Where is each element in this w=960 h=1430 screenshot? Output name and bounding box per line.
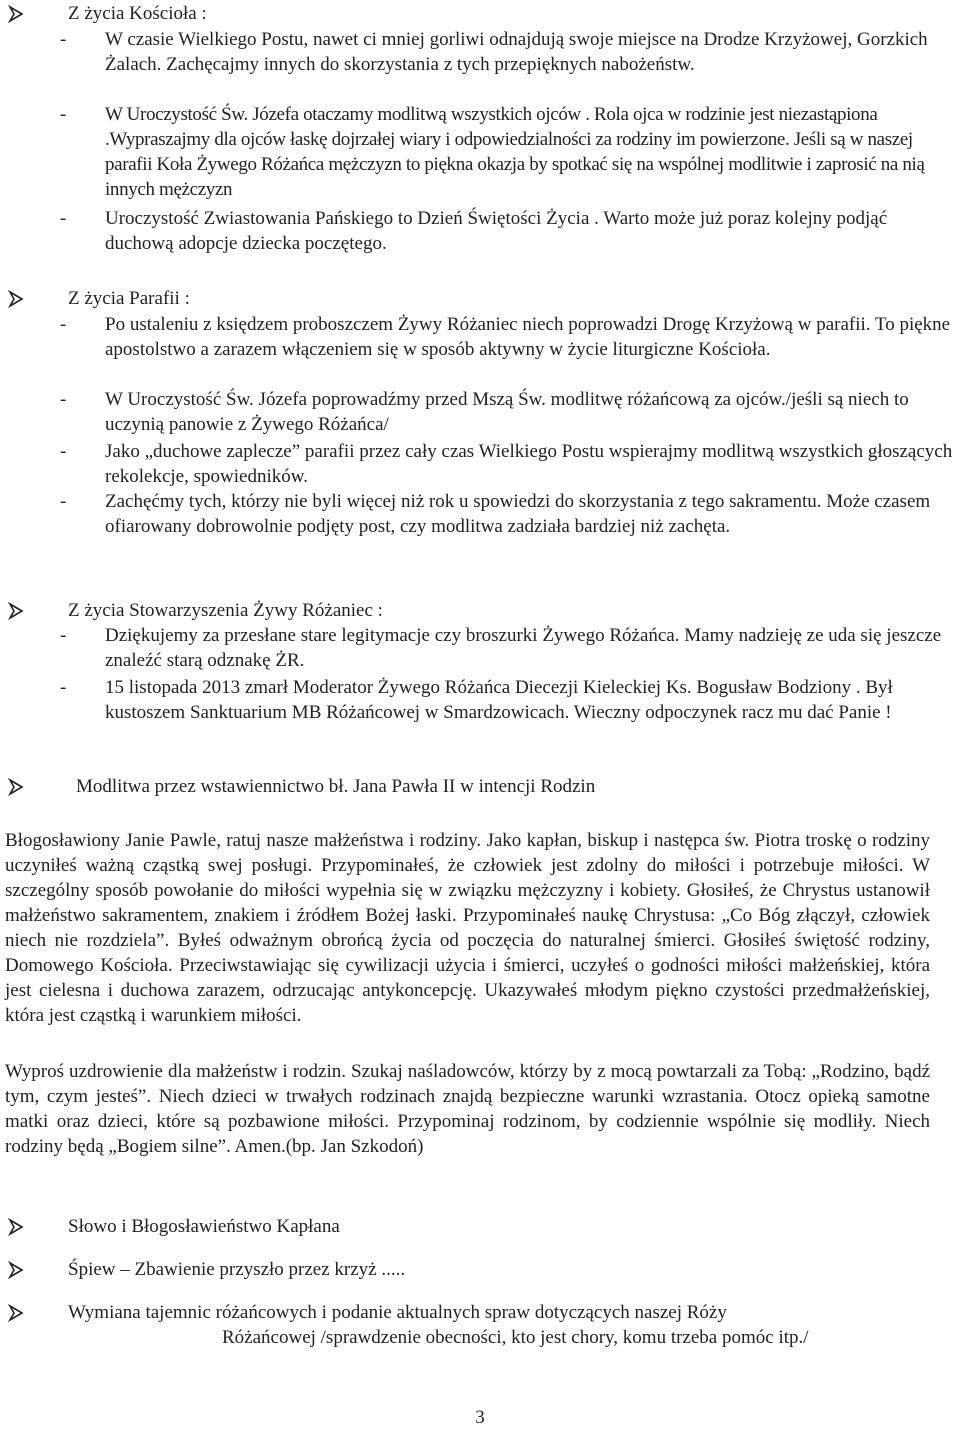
arrow-bullet-icon (0, 2, 66, 23)
list-item-text: Po ustaleniu z księdzem proboszczem Żywy Różaniec niech poprowadzi Drogę Krzyżową w parafii. To piękne apostolstwo a zarazem włączeniem się w sposób aktywny w życie liturgiczne Kościoła. (105, 314, 951, 360)
closing-item-text: Śpiew – Zbawienie przyszło przez krzyż ..... (68, 1259, 406, 1280)
dash-marker: - (60, 314, 67, 335)
list-item-text: W Uroczystość Św. Józefa poprowadźmy przed Mszą Św. modlitwę różańcową za ojców./jeśli są niech to uczynią panowie z Żywego Różańca/ (105, 389, 909, 435)
list-item-text: Dziękujemy za przesłane stare legitymacje czy broszurki Żywego Różańca. Mamy nadzieję ze uda się jeszcze znaleźć starą odznakę ŻR. (105, 625, 942, 671)
prayer-paragraph: Wyproś uzdrowienie dla małżeństw i rodzin. Szukaj naśladowców, którzy by z mocą powtarzali za Tobą: „Rodzino, bądź tym, czym jesteś”. Niech dzieci w trwałych rodzinach znajdą bezpieczne warunki wzrastania. Otocz opieką samotne matki oraz dzieci, które są pozbawione miłości. Przypominaj rodzinom, by codziennie wspólnie się modliły. Niech rodziny będą „Bogiem silne”. Amen.(bp. Jan Szkodoń) (5, 1061, 930, 1157)
closing-item-text-line2: Różańcowej /sprawdzenie obecności, kto jest chory, komu trzeba pomóc itp./ (222, 1327, 809, 1348)
prayer-paragraph: Błogosławiony Janie Pawle, ratuj nasze małżeństwa i rodziny. Jako kapłan, biskup i następca św. Piotra troskę o rodziny uczyniłeś ważną cząstką swej posługi. Przypominałeś, że człowiek jest zdolny do miłości i potrzebuje miłości. W szczególny sposób powołanie do miłości wypełnia się w związku mężczyzny i kobiety. Głosiłeś, że Chrystus ustanowił małżeństwo sakramentem, znakiem i źródłem Bożej łaski. Przypominałeś naukę Chrystusa: „Co Bóg złączył, człowiek niech nie rozdziela”. Byłeś odważnym obrońcą życia od poczęcia do naturalnej śmierci. Głosiłeś świętość rodziny, Domowego Kościoła. Przeciwstawiając się cywilizacji użycia i śmierci, uczyłeś o godności miłości małżeńskiej, która jest cielesna i duchowa zarazem, odrzucając antykoncepcję. Ukazywałeś młodym piękno czystości przedmałżeńskiej, która jest cząstką i warunkiem miłości. (5, 830, 930, 1026)
list-item-text: Jako „duchowe zaplecze” parafii przez cały czas Wielkiego Postu wspierajmy modlitwą wszystkich głoszących rekolekcje, spowiedników. (105, 441, 953, 487)
dash-marker: - (60, 389, 67, 410)
arrow-bullet-icon (0, 1258, 66, 1279)
dash-marker: - (60, 104, 67, 125)
section-heading: Z życia Stowarzyszenia Żywy Różaniec : (68, 600, 383, 621)
list-item-text: W czasie Wielkiego Postu, nawet ci mniej gorliwi odnajdują swoje miejsce na Drodze Krzyżowej, Gorzkich Żalach. Zachęcajmy innych do skorzystania z tych przepięknych nabożeństw. (105, 29, 928, 75)
dash-marker: - (60, 208, 67, 229)
dash-marker: - (60, 29, 67, 50)
arrow-bullet-icon (0, 287, 66, 308)
arrow-bullet-icon (0, 1215, 66, 1236)
dash-marker: - (60, 625, 67, 646)
closing-item-text-line1: Wymiana tajemnic różańcowych i podanie aktualnych spraw dotyczących naszej Róży (68, 1302, 727, 1323)
arrow-bullet-icon (0, 1301, 66, 1322)
list-item-text: W Uroczystość Św. Józefa otaczamy modlitwą wszystkich ojców . Rola ojca w rodzinie jest niezastąpiona .Wypraszajmy dla ojców łaskę dojrzałej wiary i odpowiedzialności za rodziny im powierzone. Jeśli są w naszej parafii Koła Żywego Różańca mężczyzn to piękna okazja by spotkać się na wspólnej modlitwie i zaprosić na nią innych mężczyzn (105, 104, 925, 200)
list-item-text: Uroczystość Zwiastowania Pańskiego to Dzień Świętości Życia . Warto może już poraz kolejny podjąć duchową adopcje dziecka poczętego. (105, 208, 888, 254)
page-number: 3 (475, 1407, 485, 1428)
arrow-bullet-icon (0, 775, 66, 796)
section-heading: Z życia Kościoła : (68, 3, 207, 24)
closing-item-text: Słowo i Błogosławieństwo Kapłana (68, 1216, 340, 1237)
dash-marker: - (60, 441, 67, 462)
list-item-text: 15 listopada 2013 zmarł Moderator Żywego Różańca Diecezji Kieleckiej Ks. Bogusław Bodziony . Był kustoszem Sanktuarium MB Różańcowej w Smardzowicach. Wieczny odpoczynek racz mu dać Panie ! (105, 677, 893, 723)
arrow-bullet-icon (0, 599, 66, 620)
section-heading: Z życia Parafii : (68, 288, 190, 309)
dash-marker: - (60, 677, 67, 698)
list-item-text: Zachęćmy tych, którzy nie byli więcej niż rok u spowiedzi do skorzystania z tego sakramentu. Może czasem ofiarowany dobrowolnie podjęty post, czy modlitwa zadziała bardziej niż zachęta. (105, 491, 931, 537)
section-heading: Modlitwa przez wstawiennictwo bł. Jana Pawła II w intencji Rodzin (76, 776, 596, 797)
dash-marker: - (60, 491, 67, 512)
